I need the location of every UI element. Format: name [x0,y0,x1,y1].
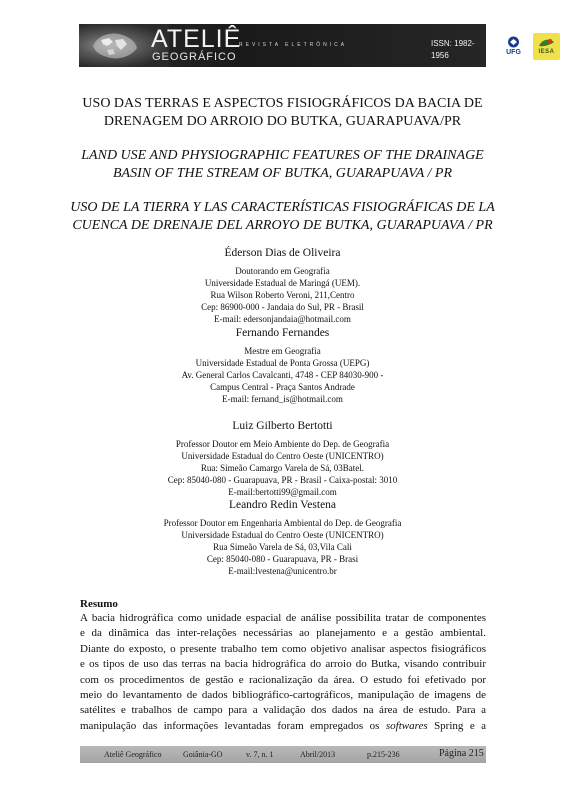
journal-banner [79,24,555,67]
author-postal: Cep: 85040-080 - Guarapuava, PR - Brasi [206,554,359,564]
footer-city: Goiânia-GO [183,750,223,759]
abstract-italic-term: softwares [385,719,428,732]
author-block [80,326,485,405]
iesa-emblem-icon [538,37,555,48]
author-degree: Professor Doutor em Engenharia Ambiental do Dep. de Geografia [163,518,402,528]
issn-label: ISSN: 1982-1956 [431,39,475,60]
author-address: Rua Wilson Roberto Veroni, 211,Centro [210,290,355,300]
abstract-line: e os tipos de uso das terras na bacia hidrográfica do arroio do Butka, visando contribuir [80,658,486,671]
author-block [80,498,485,577]
abstract-line: meio do levantamento de dados bibliográfico-cartográficos, manipulação de imagens de [80,689,486,702]
title-spanish: USO DE LA TIERRA Y LAS CARACTERÍSTICAS FISIOGRÁFICAS DE LA CUENCA DE DRENAJE DEL ARROYO DE BUTKA, GUARAPUAVA / PR [70,200,495,233]
author-name: Luiz Gilberto Bertotti [232,420,333,432]
author-postal: Cep: 85040-080 - Guarapuava, PR - Brasil - Caixa-postal: 3010 [167,475,398,485]
abstract-line: e da dinâmica das inter-relações necessárias ao planejamento e a gestão ambiental. [80,627,486,640]
journal-subtitle: GEOGRÁFICO [152,51,237,63]
ufg-logo-text: UFG [506,49,521,56]
author-name: Leandro Redin Vestena [228,499,337,511]
author-address: Rua Simeão Varela de Sá, 03,Vila Cali [213,542,352,552]
footer-date: Abril/2013 [300,750,336,759]
author-address: Rua: Simeão Camargo Varela de Sá, 03Batel. [200,463,365,473]
article-titles [70,95,495,251]
author-institution: Universidade Estadual do Centro Oeste (UNICENTRO) [181,451,384,461]
author-block [80,419,485,498]
journal-tagline: REVISTA ELETRÔNICA [239,42,348,48]
footer-journal: Ateliê Geográfico [104,750,162,759]
author-email: E-mail:bertotti99@gmail.com [228,487,337,497]
author-name: Éderson Dias de Oliveira [224,247,341,259]
author-institution: Universidade Estadual de Maringá (UEM). [204,278,361,288]
footer-pages: p.215-236 [367,750,400,759]
author-degree: Doutorando em Geografia [235,266,330,276]
abstract-section [80,597,486,734]
iesa-logo [533,33,560,60]
ufg-emblem-icon [506,36,521,48]
footer-volume: v. 7, n. 1 [246,750,274,759]
author-campus: Campus Central - Praça Santos Andrade [210,382,355,392]
abstract-body [80,611,486,734]
title-portuguese: USO DAS TERRAS E ASPECTOS FISIOGRÁFICOS DA BACIA DE DRENAGEM DO ARROIO DO BUTKA, GUARAPUAVA/PR [82,96,483,129]
abstract-text: manipulação das informações levantadas foram empregados os [80,719,380,732]
author-postal: Cep: 86900-000 - Jandaia do Sul, PR - Brasil [201,302,364,312]
author-address: Av. General Carlos Cavalcanti, 4748 - CEP 84030-900 - [181,370,384,380]
abstract-heading: Resumo [80,598,118,610]
abstract-text: Spring e a [434,719,487,732]
author-institution: Universidade Estadual de Ponta Grossa (UEPG) [195,358,370,368]
abstract-line [80,719,486,734]
abstract-line: Diante do exposto, o presente trabalho tem como objetivo analisar aspectos fisiográficos [80,642,486,655]
abstract-line: satélites e trabalhos de campo para a validação dos dados na área de estudo. Para a [80,704,486,717]
iesa-logo-text: IESA [538,49,555,55]
world-map-icon [89,28,141,64]
author-email: E-mail:lvestena@unicentro.br [228,566,337,576]
author-institution: Universidade Estadual do Centro Oeste (UNICENTRO) [181,530,384,540]
author-block [80,246,485,325]
author-email: E-mail: edersonjandaia@hotmail.com [214,314,351,324]
author-degree: Mestre em Geografia [244,346,321,356]
author-email: E-mail: fernand_is@hotmail.com [222,394,343,404]
abstract-line: com os procedimentos de gestão e racionalização da área. O estudo foi efetivado por [80,673,486,686]
author-name: Fernando Fernandes [235,327,330,339]
author-degree: Professor Doutor em Meio Ambiente do Dep. de Geografia [175,439,390,449]
footer-page-number: Página 215 [439,748,484,759]
title-english: LAND USE AND PHYSIOGRAPHIC FEATURES OF THE DRAINAGE BASIN OF THE STREAM OF BUTKA, GUARAPUAVA / PR [81,148,484,181]
abstract-line: A bacia hidrográfica como unidade espacial de análise possibilita tratar de componentes [80,612,486,624]
ufg-logo [501,33,526,60]
page-footer [80,746,486,763]
journal-title: ATELIÊ [151,25,242,53]
